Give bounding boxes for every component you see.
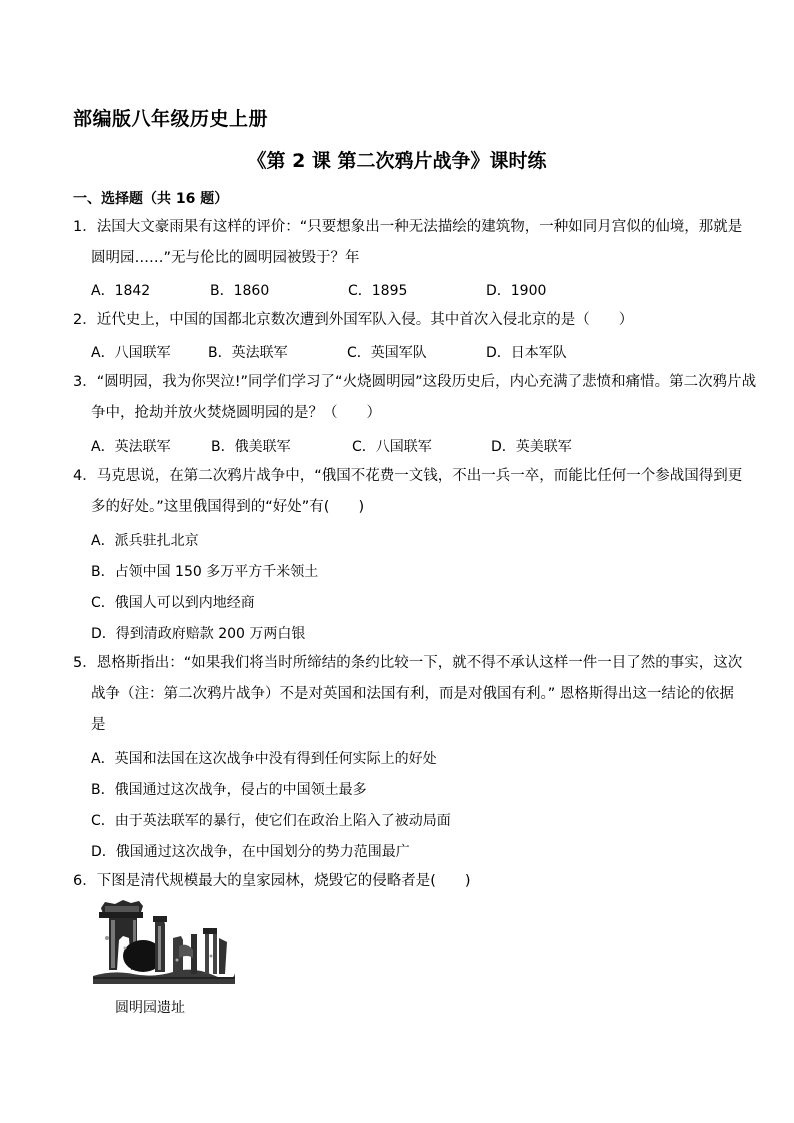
question-3 <box>73 367 757 429</box>
question-5-line-1: 5．恩格斯指出：“如果我们将当时所缔结的条约比较一下，就不得不承认这样一件一目了然的事实，这次 <box>73 655 743 671</box>
ruins-image <box>93 898 235 984</box>
option-c[interactable]: C．英国军队 <box>347 345 427 361</box>
option-d[interactable]: D．俄国通过这次战争，在中国划分的势力范围最广 <box>91 844 410 860</box>
figure-caption: 圆明园遗址 <box>115 1000 185 1016</box>
option-b[interactable]: B．俄美联军 <box>211 439 291 455</box>
question-6-line-1: 6．下图是清代规模最大的皇家园林，烧毁它的侵略者是( ) <box>73 873 471 889</box>
question-2 <box>73 305 733 336</box>
option-c[interactable]: C．八国联军 <box>352 439 432 455</box>
option-b[interactable]: B．1860 <box>210 283 270 299</box>
question-3-line-1: 3．“圆明园，我为你哭泣!”同学们学习了“火烧圆明园”这段历史后，内心充满了悲愤和痛惜。第二次鸦片战 <box>73 374 757 390</box>
question-1-line-2: 圆明园……”无与伦比的圆明园被毁于？年 <box>91 250 360 266</box>
question-4 <box>73 461 743 523</box>
question-5 <box>73 648 743 741</box>
question-2-line-1: 2．近代史上，中国的国都北京数次遭到外国军队入侵。其中首次入侵北京的是（ ） <box>73 312 634 328</box>
question-4-line-2: 多的好处。”这里俄国得到的“好处”有( ) <box>91 499 365 515</box>
option-b[interactable]: B．占领中国 150 多万平方千米领土 <box>91 564 319 580</box>
question-2-options <box>91 342 711 362</box>
question-3-options <box>91 436 711 456</box>
document-title: 《第 2 课 第二次鸦片战争》课时练 <box>247 150 547 172</box>
option-b[interactable]: B．英法联军 <box>208 345 288 361</box>
option-c[interactable]: C．由于英法联军的暴行，使它们在政治上陷入了被动局面 <box>91 813 451 829</box>
option-a[interactable]: A．英法联军 <box>91 439 171 455</box>
option-a[interactable]: A．1842 <box>91 283 151 299</box>
question-5-line-2: 战争（注：第二次鸦片战争）不是对英国和法国有利，而是对俄国有利。” 恩格斯得出这一结论的依据 <box>91 686 734 702</box>
question-1 <box>73 212 743 274</box>
section-title: 一、选择题（共 16 题） <box>73 191 229 207</box>
question-3-line-2: 争中，抢劫并放火焚烧圆明园的是？（ ） <box>91 405 381 421</box>
question-1-line-1: 1．法国大文豪雨果有这样的评价：“只要想象出一种无法描绘的建筑物，一种如同月宫似的仙境，那就是 <box>73 219 743 235</box>
header-title: 部编版八年级历史上册 <box>73 108 269 130</box>
option-b[interactable]: B．俄国通过这次战争，侵占的中国领土最多 <box>91 782 367 798</box>
option-c[interactable]: C．俄国人可以到内地经商 <box>91 595 255 611</box>
option-d[interactable]: D．得到清政府赔款 200 万两白银 <box>91 626 306 642</box>
option-d[interactable]: D．日本军队 <box>486 345 567 361</box>
option-a[interactable]: A．英国和法国在这次战争中没有得到任何实际上的好处 <box>91 751 437 767</box>
option-c[interactable]: C．1895 <box>348 283 408 299</box>
question-1-options <box>91 280 711 300</box>
option-d[interactable]: D．1900 <box>486 283 547 299</box>
option-d[interactable]: D．英美联军 <box>491 439 572 455</box>
question-4-line-1: 4．马克思说，在第二次鸦片战争中，“俄国不花费一文钱，不出一兵一卒，而能比任何一个参战国得到更 <box>73 468 743 484</box>
option-a[interactable]: A．八国联军 <box>91 345 171 361</box>
question-5-line-3: 是 <box>91 717 106 733</box>
question-6 <box>73 866 733 897</box>
option-a[interactable]: A．派兵驻扎北京 <box>91 533 199 549</box>
